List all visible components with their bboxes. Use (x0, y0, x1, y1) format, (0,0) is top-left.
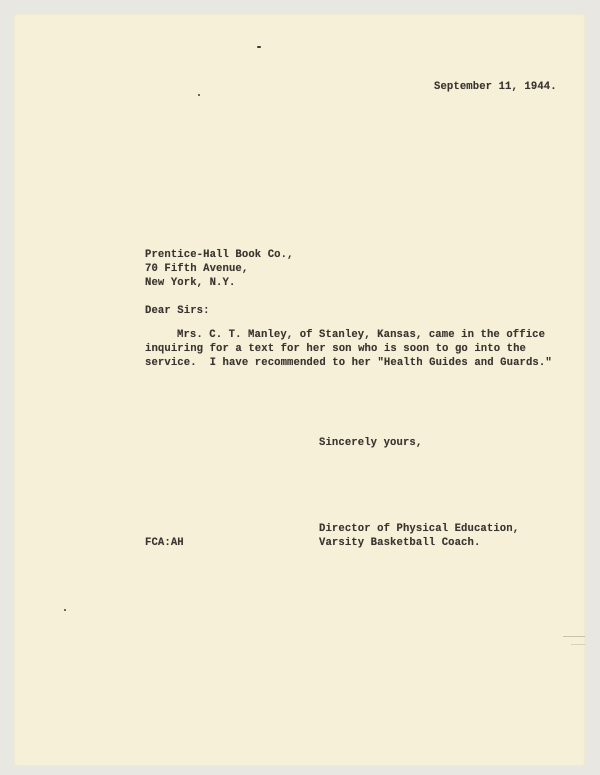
letter-date: September 11, 1944. (434, 81, 557, 93)
body-line: Mrs. C. T. Manley, of Stanley, Kansas, came in the office (177, 329, 546, 341)
body-line: service. I have recommended to her "Health Guides and Guards." (145, 357, 552, 369)
recipient-name: Prentice-Hall Book Co., (145, 249, 294, 261)
typist-initials: FCA:AH (145, 537, 184, 549)
salutation: Dear Sirs: (145, 305, 210, 317)
recipient-street: 70 Fifth Avenue, (145, 263, 249, 275)
ink-speck (64, 609, 66, 611)
recipient-city: New York, N.Y. (145, 277, 236, 289)
page-crease (563, 636, 585, 637)
ink-speck (198, 94, 200, 96)
signature-title: Varsity Basketball Coach. (319, 537, 481, 549)
ink-speck (257, 46, 261, 48)
page-crease (571, 644, 585, 645)
letter-page (14, 14, 585, 766)
body-line: inquiring for a text for her son who is soon to go into the (145, 343, 526, 355)
complimentary-closing: Sincerely yours, (319, 437, 423, 449)
signature-title: Director of Physical Education, (319, 523, 520, 535)
